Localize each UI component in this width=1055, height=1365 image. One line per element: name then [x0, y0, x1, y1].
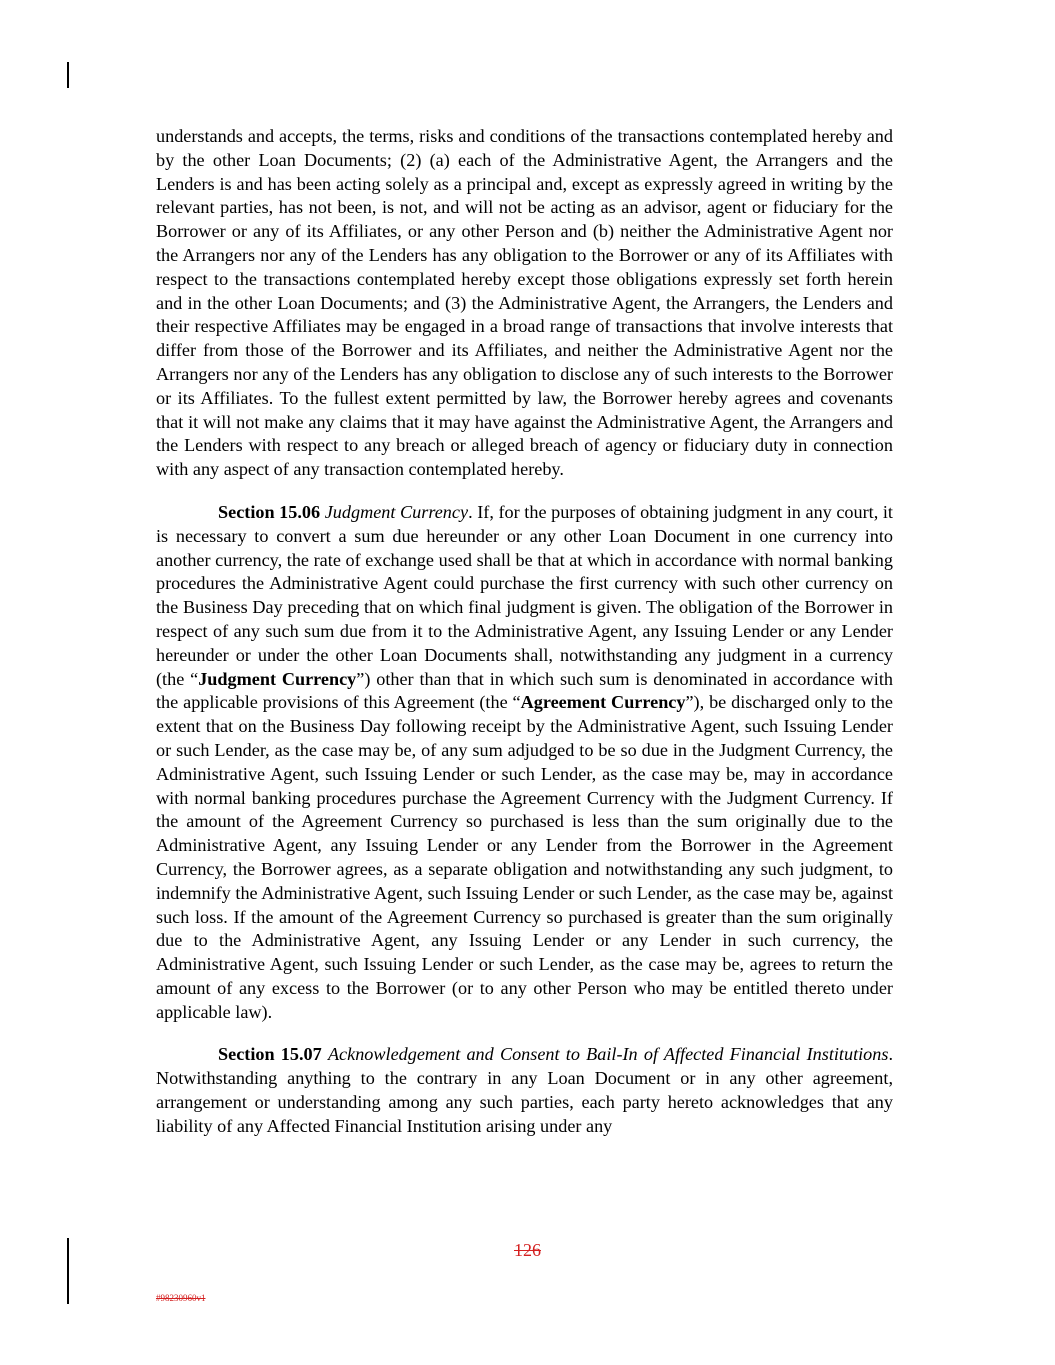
section-number: Section 15.06 [218, 501, 321, 522]
body-text [156, 125, 893, 1139]
section-text: . Notwithstanding anything to the contrary in any Loan Document or in any other agreement, arrangement or understanding among any such parties, each party hereto acknowledges that any liability of any Affected Financial Institution arising under any [156, 1044, 893, 1136]
continuation-paragraph: understands and accepts, the terms, risks and conditions of the transactions contemplated hereby and by the other Loan Documents; (2) (a) each of the Administrative Agent, the Arrangers and the Lenders is and has been acting solely as a principal and, except as expressly agreed in writing by the relevant parties, has not been, is not, and will not be acting as an advisor, agent or fiduciary for the Borrower or any of its Affiliates, or any other Person and (b) neither the Administrative Agent nor the Arrangers nor any of the Lenders has any obligation to the Borrower or any of its Affiliates with respect to the transactions contemplated hereby except those obligations expressly set forth herein and in the other Loan Documents; and (3) the Administrative Agent, the Arrangers, the Lenders and their respective Affiliates may be engaged in a broad range of transactions that involve interests that differ from those of the Borrower and its Affiliates, and neither the Administrative Agent nor the Arrangers nor any of the Lenders has any obligation to disclose any of such interests to the Borrower or its Affiliates. To the fullest extent permitted by law, the Borrower hereby agrees and covenants that it will not make any claims that it may have against the Administrative Agent, the Arrangers and the Lenders with respect to any breach or alleged breach of agency or fiduciary duty in connection with any aspect of any transaction contemplated hereby. [156, 126, 893, 480]
change-bar-top [67, 62, 69, 88]
defined-term: Agreement Currency [520, 692, 686, 713]
document-id: #98230960v1 [156, 1293, 206, 1303]
section-number: Section 15.07 [218, 1044, 322, 1065]
section-text: . If, for the purposes of obtaining judgment in any court, it is necessary to convert a sum due hereunder or any other Loan Document in one currency into another currency, the rate of exchange used shall be that at which in accordance with normal banking procedures the Administrative Agent could purchase the first currency with such other currency on the Business Day preceding that on which final judgment is given. The obligation of the Borrower in respect of any such sum due from it to the Administrative Agent, any Issuing Lender or any Lender hereunder or under the other Loan Documents shall, notwithstanding any judgment in a currency (the “ [156, 501, 893, 689]
page-number: 126 [514, 1240, 541, 1260]
section-text: ”) other than that in which such sum is denominated in accordance with the applicable provisions of this Agreement (the “ [156, 668, 893, 713]
section-text: ”), be discharged only to the extent that on the Business Day following receipt by the Administrative Agent, such Issuing Lender or such Lender, as the case may be, of any sum adjudged to be so due in the Judgment Currency, the Administrative Agent, such Issuing Lender or such Lender, as the case may be, may in accordance with normal banking procedures purchase the Agreement Currency with the Judgment Currency. If the amount of the Agreement Currency so purchased is less than the sum originally due to the Administrative Agent, any Issuing Lender or any Lender from the Borrower in the Agreement Currency, the Borrower agrees, as a separate obligation and notwithstanding any such judgment, to indemnify the Administrative Agent, such Issuing Lender or such Lender, as the case may be, against such loss. If the amount of the Agreement Currency so purchased is greater than the sum originally due to the Administrative Agent, any Issuing Lender or any Lender in such currency, the Administrative Agent, such Issuing Lender or such Lender, as the case may be, agrees to return the amount of any excess to the Borrower (or to any other Person who may be entitled thereto under applicable law). [156, 692, 893, 1022]
section-15-06-paragraph [156, 501, 893, 1025]
section-15-07-paragraph [156, 1043, 893, 1138]
defined-term: Judgment Currency [198, 668, 357, 689]
section-title: Judgment Currency [324, 501, 469, 522]
section-title: Acknowledgement and Consent to Bail-In of Affected Financial Institutions [327, 1044, 889, 1065]
